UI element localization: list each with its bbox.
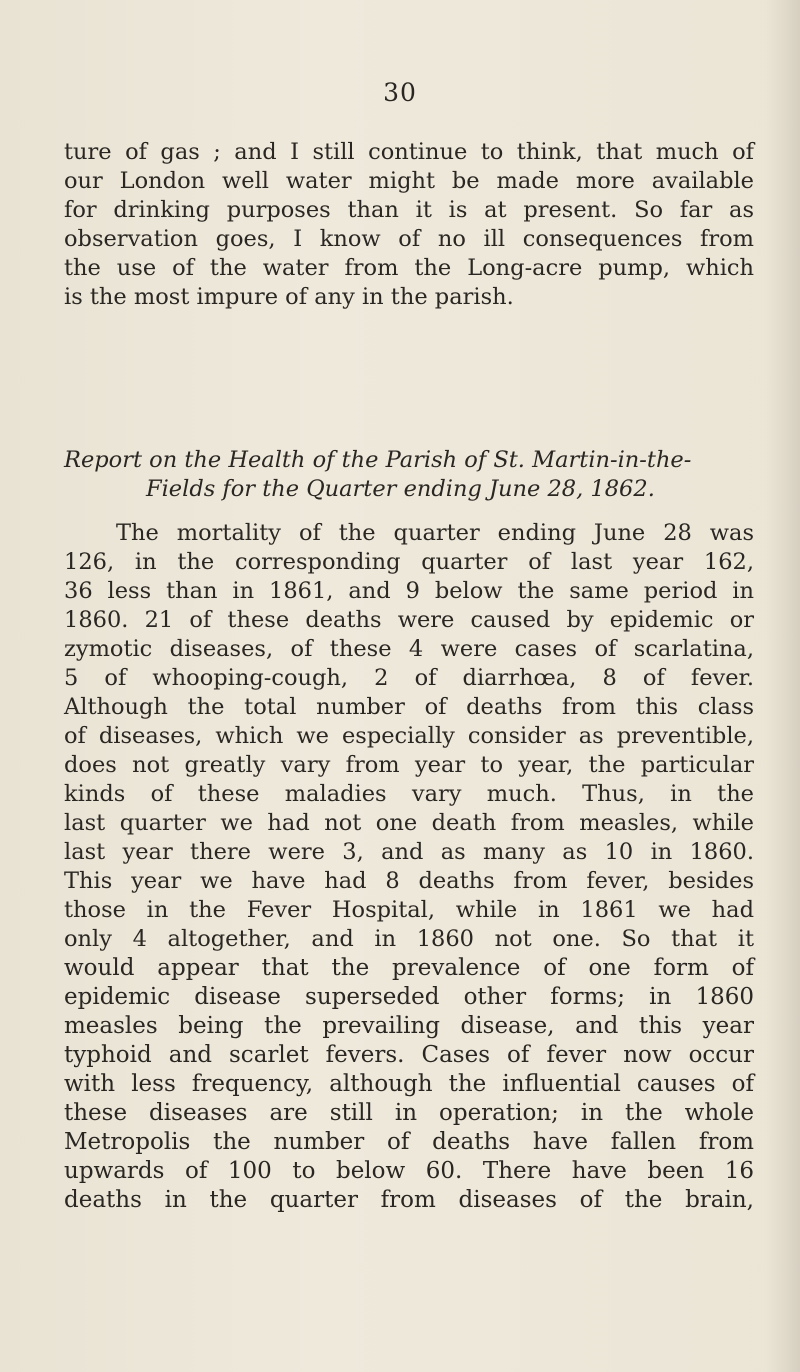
text-line: Although the total number of deaths from this class bbox=[64, 694, 754, 720]
text-line: with less frequency, although the influential causes of bbox=[64, 1071, 754, 1097]
text-line: observation goes, I know of no ill consequences from bbox=[64, 226, 754, 252]
text-line: ture of gas ; and I still continue to think, that much of bbox=[64, 139, 754, 165]
text-line: would appear that the prevalence of one form of bbox=[64, 955, 754, 981]
text-line: 126, in the corresponding quarter of last year 162, bbox=[64, 549, 754, 575]
text-line: epidemic disease superseded other forms; in 1860 bbox=[64, 984, 754, 1010]
text-line: measles being the prevailing disease, and this year bbox=[64, 1013, 754, 1039]
text-line: those in the Fever Hospital, while in 1861 we had bbox=[64, 897, 754, 923]
text-line: last quarter we had not one death from measles, while bbox=[64, 810, 754, 836]
text-line: deaths in the quarter from diseases of the brain, bbox=[64, 1187, 754, 1213]
text-line: for drinking purposes than it is at present. So far as bbox=[64, 197, 754, 223]
continuation-paragraph bbox=[64, 138, 754, 312]
text-line: only 4 altogether, and in 1860 not one. So that it bbox=[64, 926, 754, 952]
text-line: last year there were 3, and as many as 10 in 1860. bbox=[64, 839, 754, 865]
text-line: our London well water might be made more available bbox=[64, 168, 754, 194]
text-line: 1860. 21 of these deaths were caused by epidemic or bbox=[64, 607, 754, 633]
text-line: is the most impure of any in the parish. bbox=[64, 284, 514, 310]
page-number: 30 bbox=[383, 78, 417, 107]
report-heading-line-2: Fields for the Quarter ending June 28, 1862. bbox=[146, 476, 655, 502]
text-line: 36 less than in 1861, and 9 below the same period in bbox=[64, 578, 754, 604]
report-paragraph bbox=[64, 519, 754, 1215]
text-line: zymotic diseases, of these 4 were cases of scarlatina, bbox=[64, 636, 754, 662]
text-line: This year we have had 8 deaths from fever, besides bbox=[64, 868, 754, 894]
text-line: these diseases are still in operation; in the whole bbox=[64, 1100, 754, 1126]
text-line: Metropolis the number of deaths have fallen from bbox=[64, 1129, 754, 1155]
report-heading-line-1: Report on the Health of the Parish of St. Martin-in-the- bbox=[64, 447, 692, 473]
text-line: The mortality of the quarter ending June 28 was bbox=[116, 520, 754, 546]
text-line: typhoid and scarlet fevers. Cases of fever now occur bbox=[64, 1042, 754, 1068]
text-line: kinds of these maladies vary much. Thus, in the bbox=[64, 781, 754, 807]
report-heading bbox=[64, 446, 754, 504]
text-line: 5 of whooping-cough, 2 of diarrhœa, 8 of fever. bbox=[64, 665, 754, 691]
page-edge-shadow bbox=[766, 0, 800, 1372]
text-line: the use of the water from the Long-acre pump, which bbox=[64, 255, 754, 281]
text-line: does not greatly vary from year to year, the particular bbox=[64, 752, 754, 778]
text-line: of diseases, which we especially consider as preventible, bbox=[64, 723, 754, 749]
text-line: upwards of 100 to below 60. There have been 16 bbox=[64, 1158, 754, 1184]
